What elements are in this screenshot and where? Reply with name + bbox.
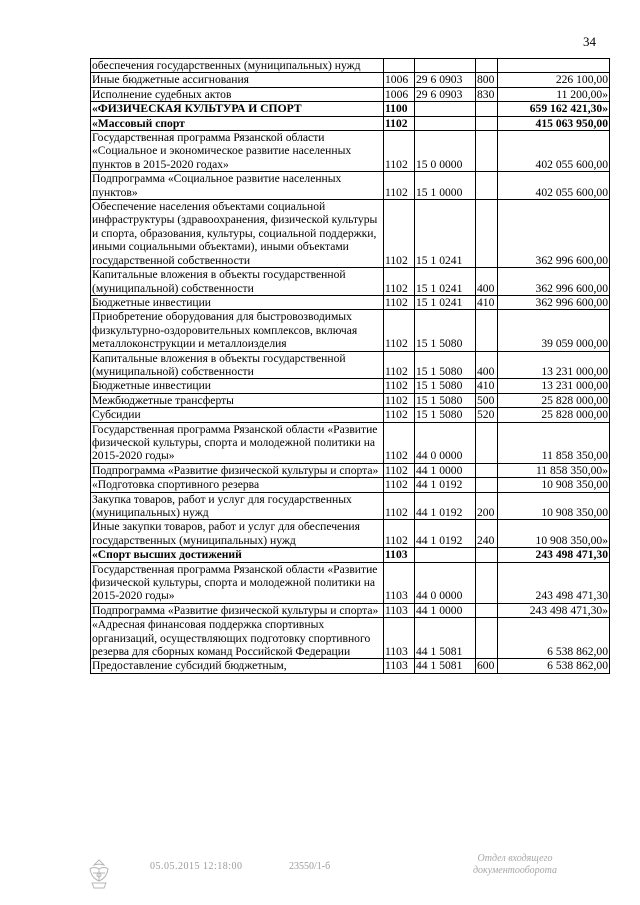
budget-table	[90, 58, 610, 674]
row-name-cell: Иные закупки товаров, работ и услуг для обеспечения государственных (муниципальных) нужд	[91, 520, 384, 548]
row-target-article-cell: 15 0 0000	[415, 131, 476, 172]
row-expense-type-cell	[476, 548, 498, 562]
row-section-code-cell: 1102	[384, 492, 415, 520]
row-target-article-cell: 44 1 0192	[415, 492, 476, 520]
row-target-article-cell: 15 1 5080	[415, 408, 476, 422]
row-amount-cell: 11 200,00»	[498, 87, 610, 101]
row-section-code-cell: 1102	[384, 351, 415, 379]
table-row	[91, 393, 610, 407]
row-target-article-cell: 44 0 0000	[415, 562, 476, 603]
row-amount-cell: 243 498 471,30»	[498, 603, 610, 617]
footer	[0, 853, 640, 897]
table-row	[91, 295, 610, 309]
row-section-code-cell: 1103	[384, 548, 415, 562]
row-name-cell: Межбюджетные трансферты	[91, 393, 384, 407]
row-target-article-cell: 15 1 5080	[415, 393, 476, 407]
row-section-code-cell: 1102	[384, 422, 415, 463]
table-row	[91, 408, 610, 422]
row-expense-type-cell: 830	[476, 87, 498, 101]
row-target-article-cell	[415, 548, 476, 562]
row-amount-cell: 362 996 600,00	[498, 268, 610, 296]
row-expense-type-cell: 500	[476, 393, 498, 407]
row-target-article-cell	[415, 59, 476, 73]
table-row	[91, 379, 610, 393]
row-expense-type-cell	[476, 172, 498, 200]
row-target-article-cell	[415, 102, 476, 116]
row-target-article-cell: 44 1 0000	[415, 463, 476, 477]
row-name-cell: «Спорт высших достижений	[91, 548, 384, 562]
table-row	[91, 59, 610, 73]
row-expense-type-cell: 800	[476, 73, 498, 87]
row-name-cell: «Адресная финансовая поддержка спортивных организаций, осуществляющих подготовку спортивного резерва для сборных команд Российской Федерации	[91, 618, 384, 659]
row-section-code-cell: 1102	[384, 520, 415, 548]
row-section-code-cell: 1100	[384, 102, 415, 116]
row-section-code-cell: 1102	[384, 393, 415, 407]
table-row	[91, 562, 610, 603]
row-section-code-cell: 1102	[384, 200, 415, 268]
row-expense-type-cell	[476, 618, 498, 659]
row-amount-cell: 25 828 000,00	[498, 393, 610, 407]
row-expense-type-cell	[476, 131, 498, 172]
row-section-code-cell: 1103	[384, 603, 415, 617]
row-expense-type-cell: 400	[476, 268, 498, 296]
row-target-article-cell: 44 1 0192	[415, 478, 476, 492]
row-amount-cell	[498, 59, 610, 73]
row-section-code-cell: 1103	[384, 618, 415, 659]
row-name-cell: Иные бюджетные ассигнования	[91, 73, 384, 87]
row-target-article-cell: 15 1 5080	[415, 379, 476, 393]
row-amount-cell: 402 055 600,00	[498, 172, 610, 200]
table-row	[91, 520, 610, 548]
row-name-cell: Приобретение оборудования для быстровозводимых физкультурно-оздоровительных комплексов, включая металлоконструкции и металлоизделия	[91, 310, 384, 351]
row-target-article-cell: 15 1 5080	[415, 351, 476, 379]
row-name-cell: Закупка товаров, работ и услуг для государственных (муниципальных) нужд	[91, 492, 384, 520]
row-name-cell: Государственная программа Рязанской области «Развитие физической культуры, спорта и молодежной политики на 2015-2020 годы»	[91, 422, 384, 463]
row-amount-cell: 402 055 600,00	[498, 131, 610, 172]
row-amount-cell: 39 059 000,00	[498, 310, 610, 351]
row-section-code-cell: 1102	[384, 463, 415, 477]
table-row	[91, 131, 610, 172]
row-name-cell: Государственная программа Рязанской области «Развитие физической культуры, спорта и молодежной политики на 2015-2020 годы»	[91, 562, 384, 603]
row-target-article-cell: 44 1 5081	[415, 659, 476, 673]
row-name-cell: Государственная программа Рязанской области «Социальное и экономическое развитие населенных пунктов в 2015-2020 годах»	[91, 131, 384, 172]
table-row	[91, 351, 610, 379]
row-name-cell: Исполнение судебных актов	[91, 87, 384, 101]
table-row	[91, 310, 610, 351]
row-name-cell: «Массовый спорт	[91, 116, 384, 130]
row-amount-cell: 362 996 600,00	[498, 200, 610, 268]
row-name-cell: Подпрограмма «Развитие физической культуры и спорта»	[91, 463, 384, 477]
row-expense-type-cell: 200	[476, 492, 498, 520]
row-section-code-cell: 1102	[384, 131, 415, 172]
row-amount-cell: 13 231 000,00	[498, 351, 610, 379]
row-expense-type-cell	[476, 310, 498, 351]
table-row	[91, 618, 610, 659]
row-amount-cell: 659 162 421,30»	[498, 102, 610, 116]
row-section-code-cell: 1006	[384, 87, 415, 101]
row-name-cell: Предоставление субсидий бюджетным,	[91, 659, 384, 673]
row-expense-type-cell: 600	[476, 659, 498, 673]
row-amount-cell: 11 858 350,00	[498, 422, 610, 463]
row-section-code-cell: 1102	[384, 116, 415, 130]
row-expense-type-cell: 520	[476, 408, 498, 422]
row-expense-type-cell	[476, 116, 498, 130]
row-name-cell: Бюджетные инвестиции	[91, 295, 384, 309]
row-expense-type-cell	[476, 603, 498, 617]
emblem-stamp-icon	[82, 857, 116, 891]
row-section-code-cell: 1103	[384, 562, 415, 603]
row-expense-type-cell: 240	[476, 520, 498, 548]
row-amount-cell: 10 908 350,00»	[498, 520, 610, 548]
row-target-article-cell: 15 1 5080	[415, 310, 476, 351]
row-amount-cell: 6 538 862,00	[498, 659, 610, 673]
row-expense-type-cell	[476, 478, 498, 492]
row-expense-type-cell: 400	[476, 351, 498, 379]
row-section-code-cell: 1006	[384, 73, 415, 87]
footer-date: 05.05.2015 12:18:00	[150, 861, 243, 872]
row-name-cell: Обеспечение населения объектами социальной инфраструктуры (здравоохранения, физической культуры и спорта, образования, культуры, социальной поддержки, иными социальными объектами), иными объектами государственной собственности	[91, 200, 384, 268]
row-expense-type-cell	[476, 200, 498, 268]
row-target-article-cell: 44 1 5081	[415, 618, 476, 659]
table-row	[91, 268, 610, 296]
footer-registration-code: 23550/1-б	[289, 861, 331, 872]
row-name-cell: Подпрограмма «Социальное развитие населенных пунктов»	[91, 172, 384, 200]
row-section-code-cell: 1102	[384, 268, 415, 296]
row-amount-cell: 415 063 950,00	[498, 116, 610, 130]
row-amount-cell: 25 828 000,00	[498, 408, 610, 422]
row-amount-cell: 243 498 471,30	[498, 562, 610, 603]
table-row	[91, 492, 610, 520]
row-target-article-cell: 15 1 0241	[415, 295, 476, 309]
row-expense-type-cell	[476, 463, 498, 477]
row-name-cell: Субсидии	[91, 408, 384, 422]
row-amount-cell: 11 858 350,00»	[498, 463, 610, 477]
row-expense-type-cell	[476, 422, 498, 463]
row-target-article-cell: 44 1 0192	[415, 520, 476, 548]
row-target-article-cell: 15 1 0241	[415, 268, 476, 296]
row-amount-cell: 226 100,00	[498, 73, 610, 87]
table-row	[91, 603, 610, 617]
table-row	[91, 73, 610, 87]
table-row	[91, 116, 610, 130]
row-expense-type-cell	[476, 102, 498, 116]
row-target-article-cell	[415, 116, 476, 130]
row-expense-type-cell	[476, 59, 498, 73]
row-amount-cell: 243 498 471,30	[498, 548, 610, 562]
row-name-cell: Капитальные вложения в объекты государственной (муниципальной) собственности	[91, 268, 384, 296]
row-amount-cell: 6 538 862,00	[498, 618, 610, 659]
row-amount-cell: 13 231 000,00	[498, 379, 610, 393]
row-target-article-cell: 29 6 0903	[415, 73, 476, 87]
row-section-code-cell: 1102	[384, 172, 415, 200]
row-expense-type-cell: 410	[476, 379, 498, 393]
table-row	[91, 200, 610, 268]
row-section-code-cell: 1102	[384, 295, 415, 309]
row-amount-cell: 10 908 350,00	[498, 492, 610, 520]
row-name-cell: Капитальные вложения в объекты государственной (муниципальной) собственности	[91, 351, 384, 379]
row-target-article-cell: 44 1 0000	[415, 603, 476, 617]
table-row	[91, 548, 610, 562]
row-section-code-cell: 1102	[384, 379, 415, 393]
row-name-cell: обеспечения государственных (муниципальных) нужд	[91, 59, 384, 73]
row-name-cell: Бюджетные инвестиции	[91, 379, 384, 393]
row-amount-cell: 10 908 350,00	[498, 478, 610, 492]
table-row	[91, 478, 610, 492]
row-section-code-cell: 1102	[384, 310, 415, 351]
row-section-code-cell: 1103	[384, 659, 415, 673]
row-name-cell: «ФИЗИЧЕСКАЯ КУЛЬТУРА И СПОРТ	[91, 102, 384, 116]
table-row	[91, 463, 610, 477]
row-section-code-cell	[384, 59, 415, 73]
row-section-code-cell: 1102	[384, 478, 415, 492]
table-row	[91, 659, 610, 673]
row-target-article-cell: 15 1 0241	[415, 200, 476, 268]
row-name-cell: Подпрограмма «Развитие физической культуры и спорта»	[91, 603, 384, 617]
row-target-article-cell: 29 6 0903	[415, 87, 476, 101]
table-row	[91, 87, 610, 101]
table-row	[91, 102, 610, 116]
row-expense-type-cell	[476, 562, 498, 603]
table-row	[91, 172, 610, 200]
row-target-article-cell: 15 1 0000	[415, 172, 476, 200]
row-name-cell: «Подготовка спортивного резерва	[91, 478, 384, 492]
row-expense-type-cell: 410	[476, 295, 498, 309]
page-number: 34	[583, 34, 596, 49]
row-section-code-cell: 1102	[384, 408, 415, 422]
footer-department-note: Отдел входящего документооборота	[472, 853, 558, 876]
row-target-article-cell: 44 0 0000	[415, 422, 476, 463]
table-row	[91, 422, 610, 463]
row-amount-cell: 362 996 600,00	[498, 295, 610, 309]
